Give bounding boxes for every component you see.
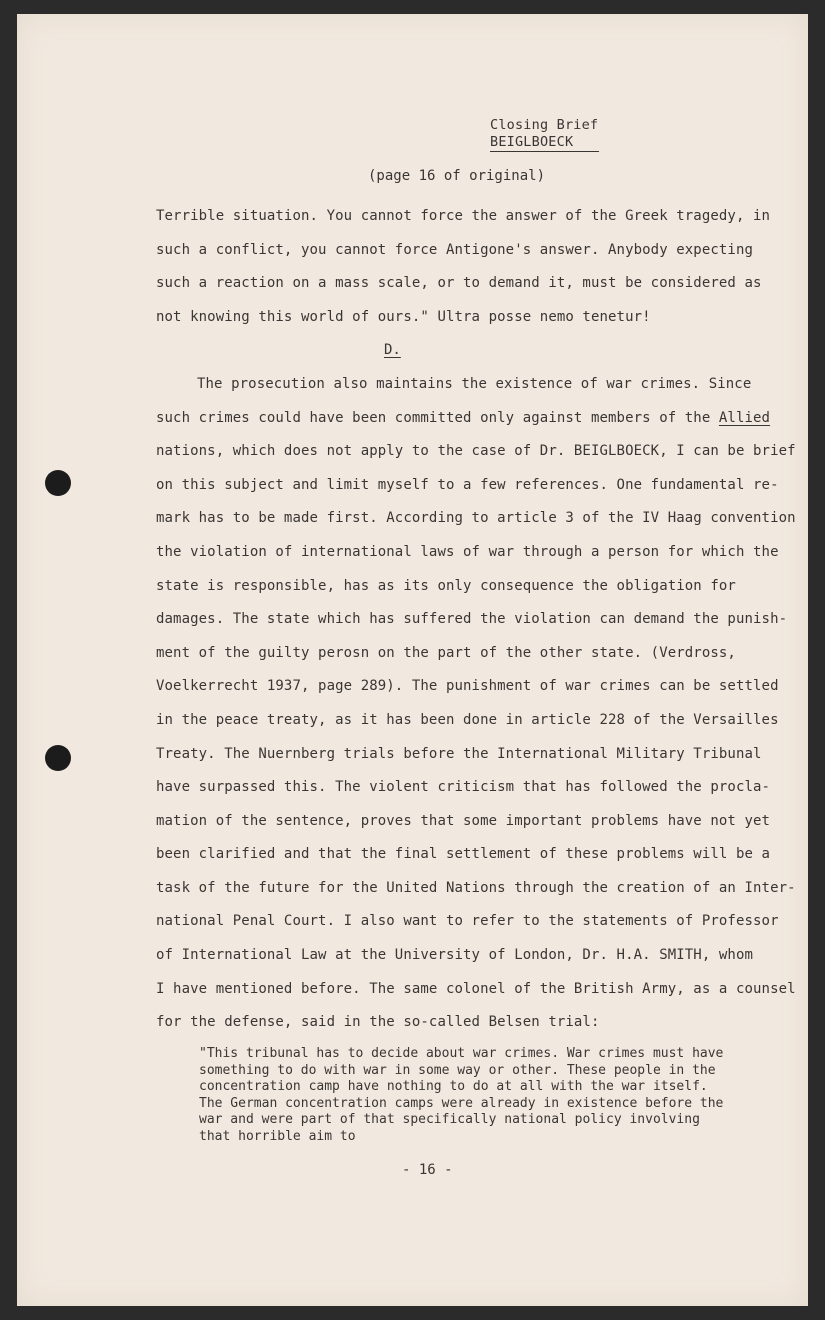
- header-title: Closing Brief: [490, 117, 599, 133]
- text-line: Voelkerrecht 1937, page 289). The punishment of war crimes can be settled: [156, 678, 779, 695]
- text-line: been clarified and that the final settlement of these problems will be a: [156, 846, 771, 863]
- punch-hole-lower: [45, 745, 71, 771]
- text-line: such a reaction on a mass scale, or to demand it, must be considered as: [156, 275, 762, 292]
- section-label: D.: [384, 342, 401, 359]
- text-segment: such crimes could have been committed only against members of the: [156, 409, 719, 426]
- text-line: have surpassed this. The violent criticism that has followed the procla-: [156, 779, 771, 796]
- text-line: such a conflict, you cannot force Antigone's answer. Anybody expecting: [156, 241, 754, 258]
- text-line: task of the future for the United Nations through the creation of an Inter-: [156, 879, 796, 896]
- quote-line: The German concentration camps were already in existence before the: [199, 1095, 724, 1111]
- original-page-reference: (page 16 of original): [368, 168, 546, 184]
- text-line: damages. The state which has suffered the violation can demand the punish-: [156, 611, 788, 628]
- quote-line: war and were part of that specifically national policy involving: [199, 1112, 700, 1128]
- text-line: mation of the sentence, proves that some important problems have not yet: [156, 812, 771, 829]
- section-heading: [156, 334, 786, 368]
- quote-line: "This tribunal has to decide about war crimes. War crimes must have: [199, 1046, 724, 1061]
- underlined-word-allied: Allied: [718, 409, 771, 426]
- quote-line: that horrible aim to: [199, 1128, 356, 1144]
- text-line: I have mentioned before. The same colonel of the British Army, as a counsel: [156, 980, 796, 997]
- page-number: - 16 -: [402, 1162, 453, 1178]
- text-line: in the peace treaty, as it has been done in article 228 of the Versailles: [156, 711, 779, 728]
- quote-line: something to do with war in some way or other. These people in the: [199, 1062, 716, 1078]
- document-header: [490, 117, 599, 152]
- text-line: Terrible situation. You cannot force the answer of the Greek tragedy, in: [156, 208, 771, 224]
- text-line: national Penal Court. I also want to refer to the statements of Professor: [156, 913, 779, 930]
- text-line: Treaty. The Nuernberg trials before the International Military Tribunal: [156, 745, 762, 762]
- header-defendant-name: BEIGLBOECK: [490, 134, 599, 152]
- block-quote: [199, 1046, 789, 1146]
- text-line: state is responsible, has as its only consequence the obligation for: [156, 577, 736, 594]
- text-line: of International Law at the University of London, Dr. H.A. SMITH, whom: [156, 947, 754, 964]
- text-line: not knowing this world of ours." Ultra posse nemo tenetur!: [156, 308, 651, 325]
- text-line: mark has to be made first. According to article 3 of the IV Haag convention: [156, 510, 796, 527]
- text-line: nations, which does not apply to the case of Dr. BEIGLBOECK, I can be brief: [156, 443, 796, 460]
- body-text: [156, 200, 796, 1040]
- quote-line: concentration camp have nothing to do at all with the war itself.: [199, 1079, 708, 1095]
- text-line: on this subject and limit myself to a few references. One fundamental re-: [156, 476, 779, 493]
- punch-hole-upper: [45, 470, 71, 496]
- text-line: ment of the guilty perosn on the part of the other state. (Verdross,: [156, 644, 736, 661]
- text-line: for the defense, said in the so-called Belsen trial:: [156, 1014, 600, 1031]
- text-line: the violation of international laws of war through a person for which the: [156, 543, 779, 560]
- text-line: [156, 402, 786, 436]
- text-line: The prosecution also maintains the existence of war crimes. Since: [197, 375, 752, 392]
